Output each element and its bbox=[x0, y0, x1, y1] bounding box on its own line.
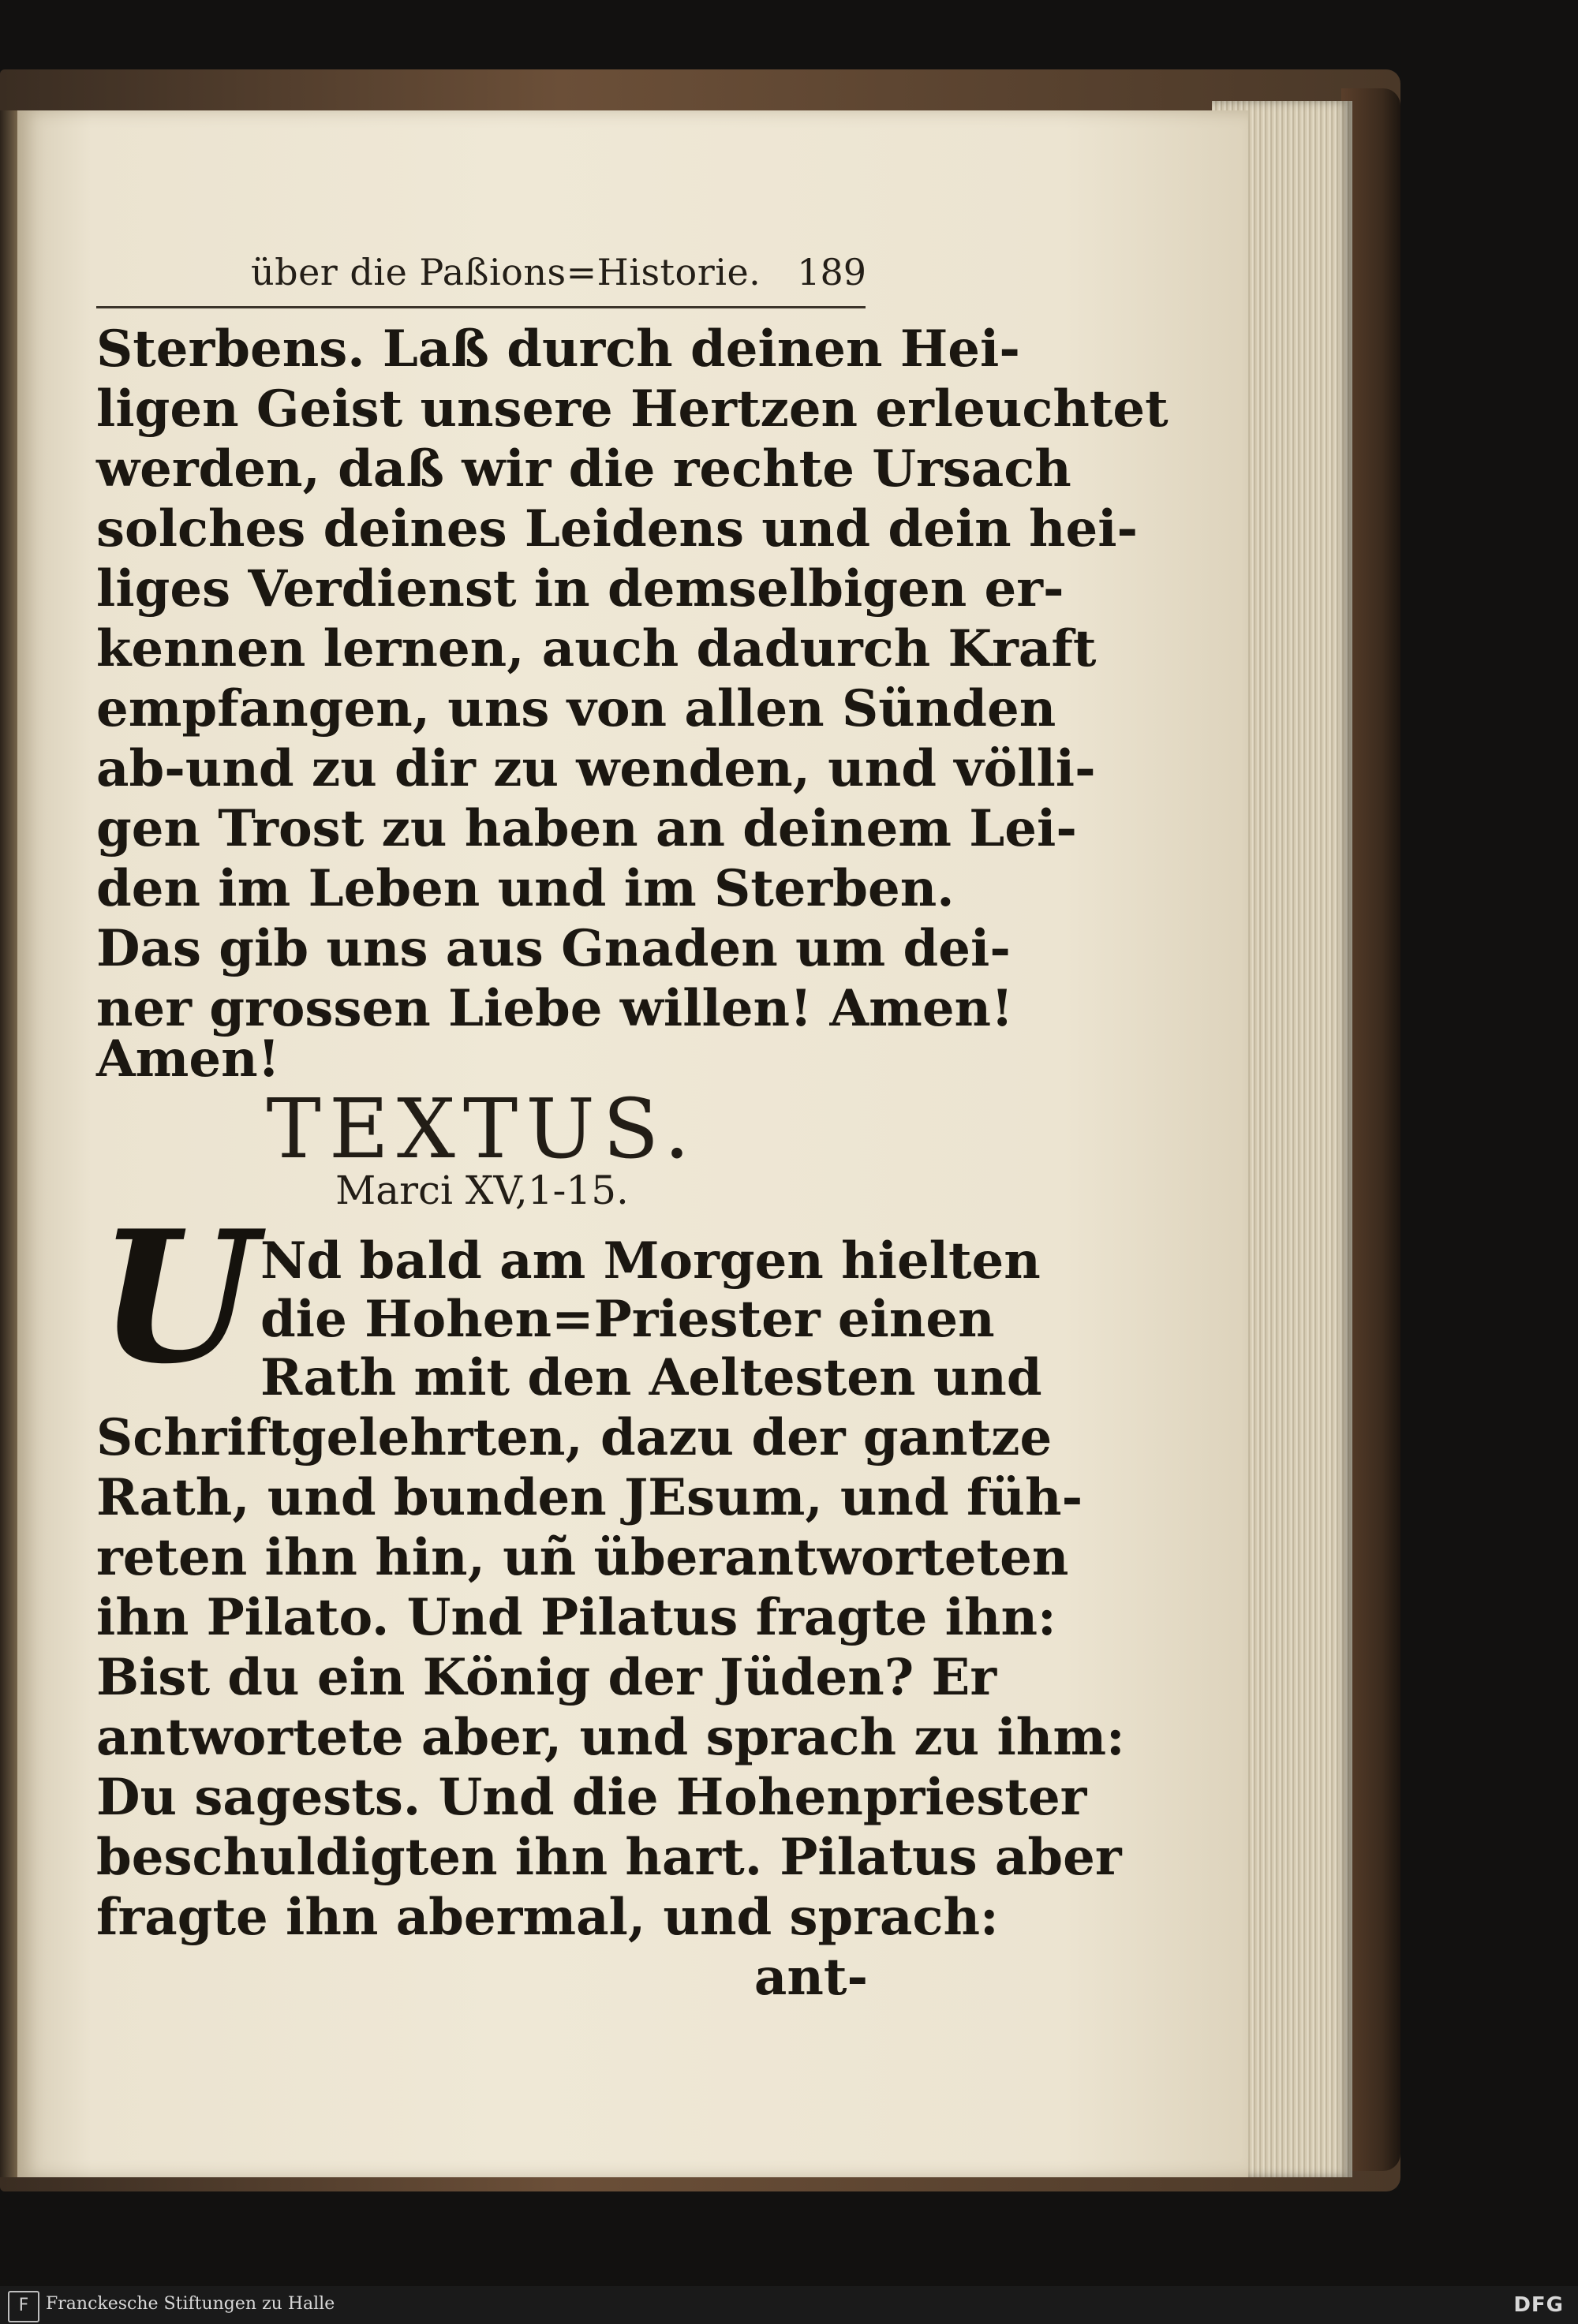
institution-logo-icon: F bbox=[8, 2291, 39, 2322]
viewer-footer bbox=[0, 2286, 1578, 2324]
text-line: Du sagests. Und die Hohenpriester bbox=[96, 1768, 1087, 1827]
text-line: Das gib uns aus Gnaden um dei- bbox=[96, 919, 1011, 978]
catchword: ant- bbox=[753, 1948, 868, 2007]
text-line: die Hohen=Priester einen bbox=[260, 1290, 995, 1349]
text-line: kennen lernen, auch dadurch Kraft bbox=[96, 619, 1097, 678]
text-line: Nd bald am Morgen hielten bbox=[260, 1231, 1041, 1291]
page-number: 189 bbox=[797, 251, 866, 293]
header-rule bbox=[96, 306, 866, 308]
text-line: ner grossen Liebe willen! Amen! bbox=[96, 979, 1014, 1038]
text-line: empfangen, uns von allen Sünden bbox=[96, 679, 1056, 738]
text-line: werden, daß wir die rechte Ursach bbox=[96, 439, 1071, 499]
dfg-badge: DFG bbox=[1513, 2293, 1564, 2317]
text-line: beschuldigten ihn hart. Pilatus aber bbox=[96, 1828, 1122, 1887]
running-head-title: über die Paßions=Historie. bbox=[251, 251, 761, 293]
text-line: antwortete aber, und sprach zu ihm: bbox=[96, 1708, 1125, 1767]
text-line: Rath, und bunden JEsum, und füh- bbox=[96, 1468, 1083, 1527]
text-line: ihn Pilato. Und Pilatus fragte ihn: bbox=[96, 1588, 1056, 1647]
text-line: liges Verdienst in demselbigen er- bbox=[96, 559, 1064, 618]
section-heading: TEXTUS. bbox=[266, 1081, 698, 1177]
text-line: ab-und zu dir zu wenden, und völli- bbox=[96, 739, 1096, 798]
text-line: den im Leben und im Sterben. bbox=[96, 859, 955, 918]
text-line: ligen Geist unsere Hertzen erleuchtet bbox=[96, 379, 1169, 439]
text-line: Rath mit den Aeltesten und bbox=[260, 1348, 1042, 1407]
text-line: fragte ihn abermal, und sprach: bbox=[96, 1888, 999, 1947]
text-line: Schriftgelehrten, dazu der gantze bbox=[96, 1408, 1053, 1467]
drop-cap: U bbox=[98, 1191, 257, 1404]
text-line: gen Trost zu haben an deinem Lei- bbox=[96, 799, 1077, 858]
institution-name: Franckesche Stiftungen zu Halle bbox=[46, 2294, 335, 2314]
text-line: reten ihn hin, uñ überantworteten bbox=[96, 1528, 1069, 1587]
text-line: Bist du ein König der Jüden? Er bbox=[96, 1648, 997, 1707]
text-line: Sterbens. Laß durch deinen Hei- bbox=[96, 319, 1020, 379]
text-line: Amen! bbox=[96, 1029, 280, 1089]
scripture-reference: Marci XV,1-15. bbox=[335, 1168, 629, 1213]
running-head bbox=[251, 251, 866, 301]
text-line: solches deines Leidens und dein hei- bbox=[96, 499, 1139, 559]
